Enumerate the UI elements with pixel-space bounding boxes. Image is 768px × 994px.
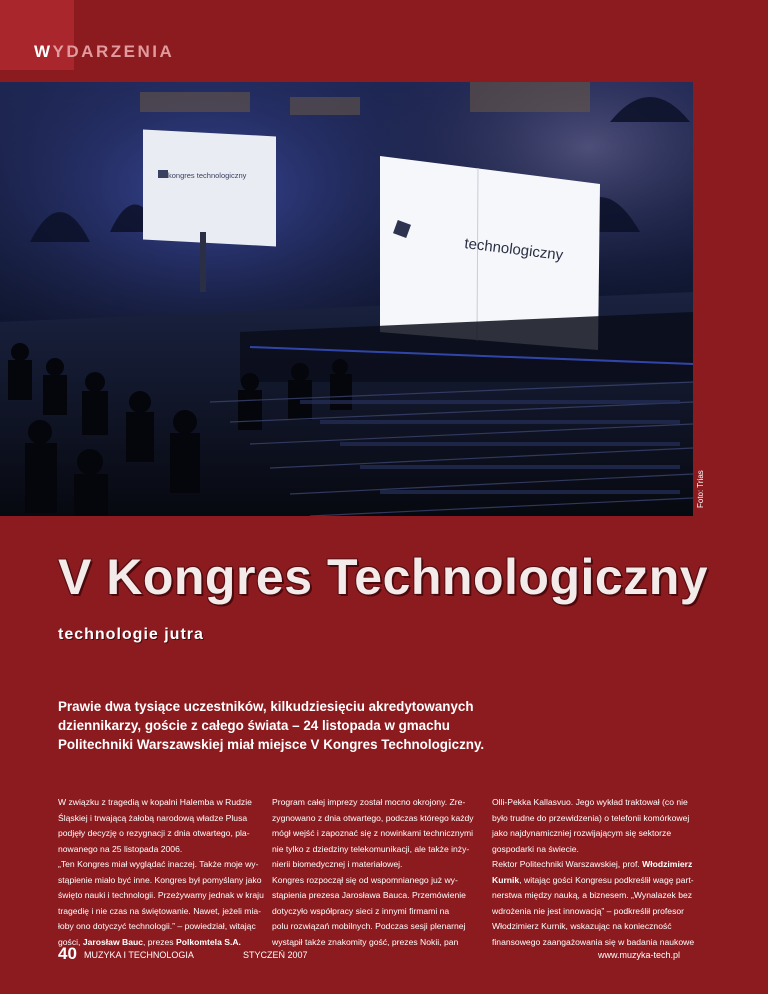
column-line: nierii biomedycznej i materiałowej. xyxy=(272,859,403,869)
column-line: tragedię i nie czas na świętowanie. Nawet, jeżeli mia- xyxy=(58,905,262,916)
column-line: W związku z tragedią w kopalni Halemba w Rudzie xyxy=(58,797,252,807)
text-fragment: gości, xyxy=(58,936,83,947)
magazine-name: MUZYKA I TECHNOLOGIA xyxy=(84,950,194,960)
text-fragment: , witając gości Kongresu podkreślił wagę part- xyxy=(519,874,694,885)
column-line: dotyczyło współpracy sieci z innymi firmami na xyxy=(272,905,450,916)
person-name-kurnik-last: Kurnik xyxy=(492,874,520,885)
column-line: nowanego na 25 listopada 2006. xyxy=(58,843,183,854)
column-line: stąpienie miało być inne. Kongres był pomyślany jako xyxy=(58,874,262,885)
column-line: finansowego zaangażowania się w badania naukowe xyxy=(492,936,695,947)
column-line: było trudne do przewidzenia) o telefonii komórkowej xyxy=(492,812,690,823)
column-line: Kongres rozpoczął się od wspomnianego już wy- xyxy=(272,874,458,885)
column-line: wystąpił także znakomity gość, prezes Nokii, pan xyxy=(272,936,459,947)
column-line: nie tylko z dziedziny telekomunikacji, ale także inży- xyxy=(272,843,470,854)
column-line: łoby ono dotyczyć technologii.” – powiedział, witając xyxy=(58,921,256,931)
column-line-last xyxy=(58,935,256,951)
column-line: zygnowano z dnia otwartego, podczas którego każdy xyxy=(272,812,474,823)
article-title: V Kongres Technologiczny xyxy=(58,549,709,605)
section-tag xyxy=(34,42,174,62)
column-line: Olli-Pekka Kallasvuo. Jego wykład traktował (co nie xyxy=(492,797,688,807)
column-line: mógł wejść i zapoznać się z nowinkami technicznymi xyxy=(272,828,474,838)
text-fragment: , prezes xyxy=(143,936,176,947)
column-line: „Ten Kongres miał wyglądać inaczej. Także moje wy- xyxy=(58,859,259,869)
column-line: wdrożenia nie jest innowacją” – podkreślił profesor xyxy=(492,905,685,916)
column-line: podjęły decyzję o rezygnacji z dnia otwartego, pla- xyxy=(58,828,250,838)
column-line: jako najdynamiczniej rozwijającym się sektorze xyxy=(492,828,672,838)
lead-line: Politechniki Warszawskiej miał miejsce V Kongres Technologiczny. xyxy=(58,737,485,752)
column-line-rektor xyxy=(492,857,698,873)
conference-photo xyxy=(0,82,693,516)
section-tag-first-letter: W xyxy=(34,42,53,61)
website-url: www.muzyka-tech.pl xyxy=(598,950,681,960)
article-lead xyxy=(58,697,698,754)
issue-date: STYCZEŃ 2007 xyxy=(243,950,308,960)
left-screen-text: kongres technologiczny xyxy=(168,171,247,180)
person-name-bauc: Jarosław Bauc xyxy=(82,936,144,947)
text-column-2 xyxy=(272,795,474,950)
text-fragment: Rektor Politechniki Warszawskiej, prof. xyxy=(492,859,643,869)
column-line: święto nauki i technologii. Przeżywamy jednak w kraju xyxy=(58,890,264,900)
column-line: Program całej imprezy został mocno okrojony. Zre- xyxy=(272,797,466,807)
column-line: Śląskiej i trwającą żałobą narodową władze Plusa xyxy=(58,812,248,823)
text-column-1 xyxy=(58,795,264,950)
page-number: 40 xyxy=(58,944,77,963)
column-line: stąpienia prezesa Jarosława Bauca. Przemówienie xyxy=(272,890,466,900)
lead-line: dziennikarzy, goście z całego świata – 24 listopada w gmachu xyxy=(58,718,450,733)
column-line: Włodzimierz Kurnik, wskazując na konieczność xyxy=(492,921,672,931)
column-line: nerstwa między nauką, a biznesem. „Wynalazek bez xyxy=(492,890,693,900)
company-name-polkomtel: Polkomtela S.A. xyxy=(176,936,241,947)
column-line: gospodarki na świecie. xyxy=(492,843,579,854)
section-tag-rest: YDARZENIA xyxy=(52,42,175,61)
photo-illustration xyxy=(0,82,693,516)
photo-credit: Foto: Trias xyxy=(696,470,705,508)
right-screen-text: technologiczny xyxy=(463,235,565,265)
column-line: polu rozwiązań mobilnych. Podczas sesji plenarnej xyxy=(272,921,466,931)
article-subtitle: technologie jutra xyxy=(58,626,204,643)
person-name-kurnik-first: Włodzimierz xyxy=(642,859,693,869)
text-column-3 xyxy=(492,795,698,950)
column-line-kurnik xyxy=(492,873,698,889)
lead-line: Prawie dwa tysiące uczestników, kilkudziesięciu akredytowanych xyxy=(58,699,474,714)
